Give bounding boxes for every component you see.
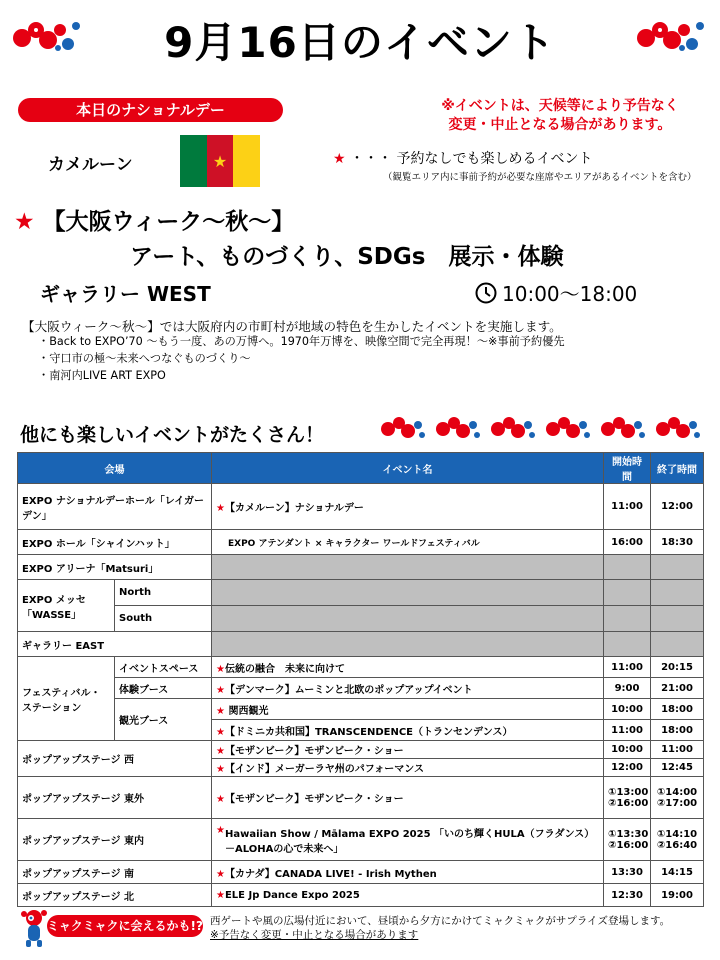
cameroon-flag-icon: ★	[180, 135, 260, 187]
legend-note: （観覧エリア内に事前予約が必要な座席やエリアがあるイベントを含む）	[383, 172, 697, 183]
end-cell: 21:00	[651, 678, 704, 699]
event-cell: ★ Hawaiian Show / Mālama EXPO 2025 「いのち輝くHULA（フラダンス）－ALOHAの心で未来へ」	[212, 819, 604, 861]
end-cell	[651, 819, 704, 861]
event-cell: ★伝統の融合 未来に向けて	[212, 657, 604, 678]
end-cell: 12:00	[651, 484, 704, 530]
featured-event-title	[14, 203, 294, 236]
venue-cell: EXPO ホール「シャインハット」	[18, 530, 212, 555]
notice-line: ※イベントは、天候等により予告なく	[441, 98, 679, 114]
event-cell: ★【デンマーク】ムーミンと北欧のポップアップイベント	[212, 678, 604, 699]
event-cell: ★【ドミニカ共和国】TRANSCENDENCE（トランセンデンス）	[212, 720, 604, 741]
end-cell: 11:00	[651, 741, 704, 759]
footer-text	[210, 914, 670, 942]
clock-icon	[475, 282, 497, 304]
notice-line: 変更・中止となる場合があります。	[448, 117, 672, 133]
start-cell: 11:00	[604, 720, 651, 741]
event-cell: ★【モザンビーク】モザンビーク・ショー	[212, 777, 604, 819]
start-cell: 9:00	[604, 678, 651, 699]
end-cell: 14:15	[651, 861, 704, 884]
empty-cell	[212, 606, 604, 632]
table-row	[18, 606, 704, 632]
sub-venue-cell: South	[115, 606, 212, 632]
event-cell: ★【モザンビーク】モザンビーク・ショー	[212, 741, 604, 759]
featured-time-text: 10:00～18:00	[502, 282, 638, 306]
end-cell: 18:00	[651, 720, 704, 741]
star-icon: ★	[14, 209, 35, 235]
table-row	[18, 884, 704, 907]
end-cell: 19:00	[651, 884, 704, 907]
list-item: ・Back to EXPO’70 ～もう一度、あの万博へ。1970年万博を、映像空間で完全再現！～※事前予約優先	[38, 335, 565, 348]
sub-venue-cell: North	[115, 580, 212, 606]
venue-cell: EXPO ナショナルデーホール「レイガーデン」	[18, 484, 212, 530]
sub-venue-cell: 観光ブース	[115, 699, 212, 741]
empty-cell	[212, 632, 604, 657]
venue-cell: ポップアップステージ 南	[18, 861, 212, 884]
featured-venue: ギャラリー WEST	[40, 282, 211, 306]
venue-cell: ギャラリー EAST	[18, 632, 212, 657]
time-1: ①14:10	[656, 828, 698, 840]
table-row	[18, 678, 704, 699]
empty-cell	[212, 555, 604, 580]
table-row	[18, 580, 704, 606]
featured-time	[475, 278, 637, 307]
featured-title-text: 【大阪ウィーク～秋～】	[42, 209, 295, 235]
featured-items	[38, 333, 565, 384]
featured-event-subtitle: アート、ものづくり、SDGs 展示・体験	[130, 244, 564, 270]
start-cell: 10:00	[604, 741, 651, 759]
footer-note: ※予告なく変更・中止となる場合があります	[210, 929, 419, 941]
empty-cell	[212, 580, 604, 606]
table-row	[18, 741, 704, 759]
venue-cell: ポップアップステージ 東外	[18, 777, 212, 819]
venue-cell: フェスティバル・ステーション	[18, 657, 115, 741]
event-name: 【インド】メーガーラヤ州のパフォーマンス	[224, 764, 424, 775]
start-cell: 12:00	[604, 759, 651, 777]
event-name: 伝統の融合 未来に向けて	[224, 663, 345, 675]
start-cell: 16:00	[604, 530, 651, 555]
header-end: 終了時間	[651, 453, 704, 484]
sub-venue-cell: イベントスペース	[115, 657, 212, 678]
featured-description: 【大阪ウィーク～秋～】では大阪府内の市町村が地域の特色を生かしたイベントを実施します。	[22, 319, 562, 334]
footer-line	[210, 928, 670, 942]
start-cell: 11:00	[604, 484, 651, 530]
table-row	[18, 657, 704, 678]
end-cell: 20:15	[651, 657, 704, 678]
table-row	[18, 819, 704, 861]
venue-cell: ポップアップステージ 東内	[18, 819, 212, 861]
time-2: ②17:00	[656, 797, 698, 809]
end-cell: 18:30	[651, 530, 704, 555]
page-title: 9月16日のイベント	[164, 18, 556, 67]
sub-venue-cell: 体験ブース	[115, 678, 212, 699]
time-2: ②16:00	[608, 839, 649, 851]
event-name: 関西観光	[228, 705, 269, 717]
start-cell: 13:30	[604, 861, 651, 884]
time-1: ①13:00	[608, 786, 649, 798]
table-row	[18, 861, 704, 884]
venue-cell: ポップアップステージ 北	[18, 884, 212, 907]
event-name: 【ドミニカ共和国】TRANSCENDENCE（トランセンデンス）	[224, 726, 513, 738]
event-name: 【デンマーク】ムーミンと北欧のポップアップイベント	[224, 684, 473, 696]
event-table	[17, 452, 704, 907]
decorative-logo-icon	[378, 413, 708, 443]
time-1: ①13:30	[608, 828, 649, 840]
event-name: ELE Jp Dance Expo 2025	[224, 889, 360, 901]
header-start: 開始時間	[604, 453, 651, 484]
table-row	[18, 699, 704, 720]
table-row	[18, 555, 704, 580]
empty-cell	[651, 632, 704, 657]
empty-cell	[651, 555, 704, 580]
table-row	[18, 777, 704, 819]
footer-line: 西ゲートや風の広場付近において、昼頃から夕方にかけてミャクミャクがサプライズ登場します。	[210, 915, 671, 927]
myaku-myaku-mascot-icon	[18, 908, 50, 948]
event-cell: ★ 関西観光	[212, 699, 604, 720]
event-name: 【モザンビーク】モザンビーク・ショー	[224, 746, 404, 757]
other-events-heading: 他にも楽しいイベントがたくさん！	[20, 424, 325, 446]
start-cell: 10:00	[604, 699, 651, 720]
venue-cell: EXPO メッセ「WASSE」	[18, 580, 115, 632]
event-name: 【モザンビーク】モザンビーク・ショー	[224, 794, 404, 805]
event-name: 【カナダ】CANADA LIVE! - Irish Mythen	[224, 868, 437, 880]
time-2: ②16:00	[608, 797, 649, 809]
header-event: イベント名	[212, 453, 604, 484]
event-cell: ★【カメルーン】ナショナルデー	[212, 484, 604, 530]
venue-cell: ポップアップステージ 西	[18, 741, 212, 777]
empty-cell	[604, 580, 651, 606]
start-cell	[604, 777, 651, 819]
end-cell	[651, 777, 704, 819]
start-cell: 12:30	[604, 884, 651, 907]
venue-cell: EXPO アリーナ「Matsuri」	[18, 555, 212, 580]
legend	[333, 148, 697, 183]
notice	[410, 97, 710, 135]
table-row	[18, 530, 704, 555]
start-cell: 11:00	[604, 657, 651, 678]
end-cell: 18:00	[651, 699, 704, 720]
start-cell	[604, 819, 651, 861]
empty-cell	[604, 606, 651, 632]
legend-text: ・・・ 予約なしでも楽しめるイベント	[350, 151, 593, 167]
list-item: ・守口市の極～未来へつなぐものづくり～	[38, 352, 251, 365]
header-venue: 会場	[18, 453, 212, 484]
myaku-myaku-pill: ミャクミャクに会えるかも!?	[47, 915, 203, 937]
event-cell: ★【カナダ】CANADA LIVE! - Irish Mythen	[212, 861, 604, 884]
empty-cell	[651, 606, 704, 632]
empty-cell	[604, 555, 651, 580]
event-name: Hawaiian Show / Mālama EXPO 2025 「いのち輝くHULA（フラダンス）－ALOHAの心で未来へ」	[224, 828, 595, 855]
table-row	[18, 632, 704, 657]
event-cell: ★【インド】メーガーラヤ州のパフォーマンス	[212, 759, 604, 777]
star-icon: ★	[333, 151, 346, 167]
empty-cell	[651, 580, 704, 606]
event-cell: ★ELE Jp Dance Expo 2025	[212, 884, 604, 907]
event-cell: EXPO アテンダント × キャラクター ワールドフェスティバル	[212, 530, 604, 555]
time-1: ①14:00	[656, 786, 698, 798]
time-2: ②16:40	[656, 839, 698, 851]
empty-cell	[604, 632, 651, 657]
event-name: 【カメルーン】ナショナルデー	[224, 503, 364, 514]
list-item: ・南河内LIVE ART EXPO	[38, 369, 166, 382]
end-cell: 12:45	[651, 759, 704, 777]
national-day-label: 本日のナショナルデー	[18, 98, 283, 122]
national-day-country: カメルーン	[48, 155, 133, 175]
table-row	[18, 484, 704, 530]
